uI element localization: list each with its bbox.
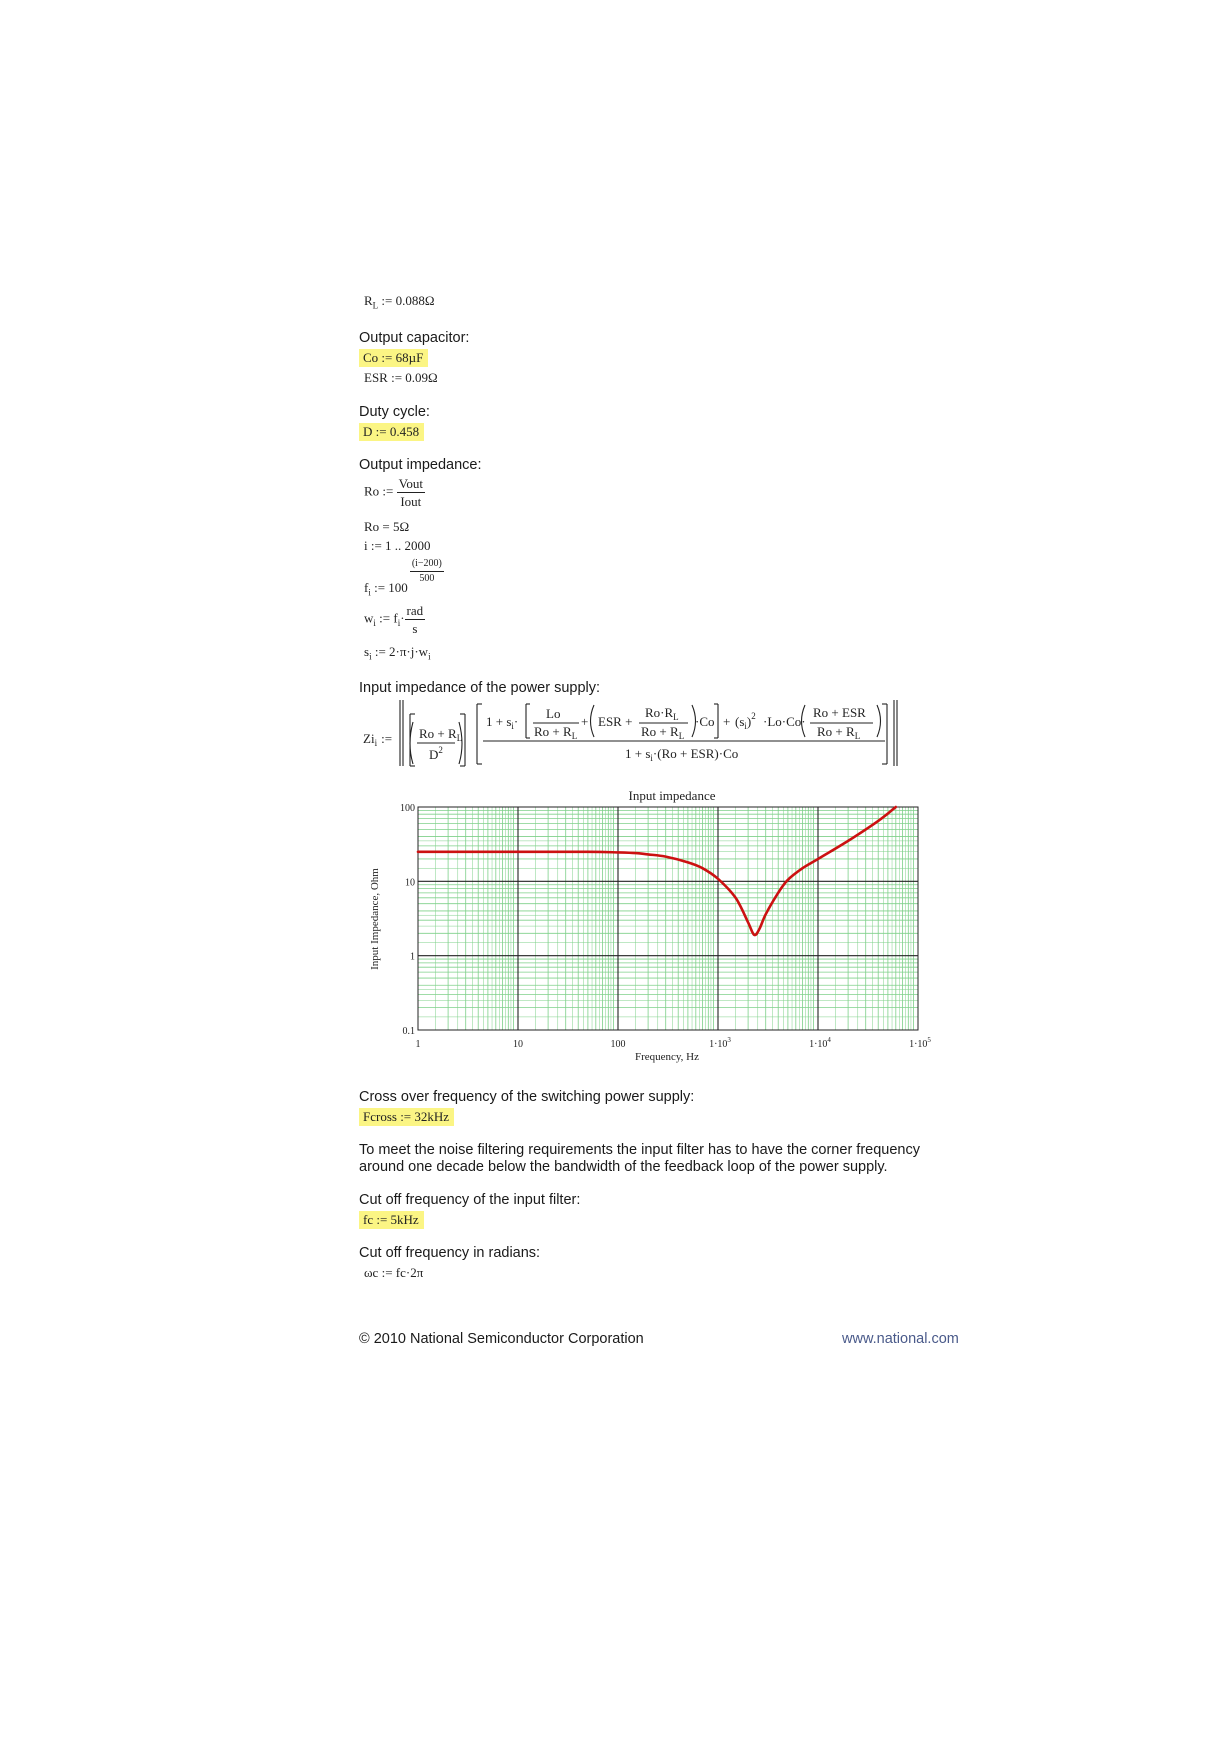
y-tick-label: 10	[405, 877, 415, 889]
output-impedance-heading: Output impedance:	[359, 457, 482, 473]
ro-formula: Ro := $\frac{\text{Vout}}{\text{Iout}}$	[364, 476, 423, 509]
x-tick-label: 100	[610, 1039, 626, 1050]
main-den: $1 + s_i\cdot(Ro + ESR)\cdot Co$	[625, 746, 739, 763]
input-impedance-formula	[355, 696, 915, 768]
lo-den: $Ro + R_L$	[534, 724, 578, 741]
i-range: i := 1 .. 2000	[364, 538, 431, 553]
rl-definition: $R_L$ := 0.088Ω	[364, 293, 435, 311]
duty-cycle-definition: D := 0.458	[359, 423, 424, 441]
chart-grid-minor	[418, 807, 918, 1030]
duty-cycle-heading: Duty cycle:	[359, 404, 430, 420]
input-impedance-chart	[360, 785, 940, 1070]
chart-plot-frame	[418, 807, 918, 1030]
plus-1: +	[581, 714, 589, 729]
s-squared: $(s_i)^2$	[735, 711, 756, 731]
y-tick-label: 100	[400, 803, 415, 814]
chart-y-axis-label: Input Impedance, Ohm	[369, 868, 381, 970]
roesr-den: $Ro + R_L$	[817, 724, 861, 741]
w-formula: $w_i$ := $f_i\cdot$ $\frac{\text{rad}}{s}$	[364, 603, 424, 636]
chart-title: Input impedance	[628, 788, 716, 803]
lo-num: Lo	[546, 706, 561, 721]
f-formula: $f_i$ := 100 $\frac{(i-200)}{500}$	[364, 558, 442, 598]
s-formula: $s_i$ := $2\cdot\pi\cdot j\cdot w_i$	[364, 644, 431, 662]
chart-x-ticks	[416, 1036, 932, 1050]
omega-c-definition: ωc := fc·2π	[364, 1265, 424, 1280]
footer-copyright: © 2010 National Semiconductor Corporation	[359, 1331, 644, 1347]
x-tick-label: 1	[415, 1039, 421, 1050]
plus-2: +	[723, 714, 731, 729]
chart-grid-major	[418, 807, 918, 1030]
p1-den: $D^2$	[429, 745, 443, 762]
cutoff-radians-heading: Cut off frequency in radians:	[359, 1245, 541, 1261]
z-lhs: $Zi_i$ :=	[363, 731, 393, 748]
chart-x-axis-label: Frequency, Hz	[634, 1051, 700, 1063]
cutoff-heading: Cut off frequency of the input filter:	[359, 1192, 581, 1208]
fcross-definition: Fcross := 32kHz	[359, 1108, 454, 1126]
esr-plus: ESR +	[598, 714, 633, 729]
ro-value: Ro = 5Ω	[364, 519, 410, 534]
chart-series-input-impedance	[418, 807, 896, 935]
y-tick-label: 1	[410, 951, 415, 963]
p1-num: $Ro + R_L$	[419, 726, 463, 743]
fc-definition: fc := 5kHz	[359, 1211, 424, 1229]
input-impedance-heading: Input impedance of the power supply:	[359, 680, 601, 696]
dot-co: ·Co	[695, 714, 715, 729]
x-tick-label: 10	[513, 1039, 523, 1050]
x-tick-label: $1\cdot 10^3$	[709, 1036, 731, 1050]
x-tick-label: $1\cdot 10^5$	[909, 1036, 931, 1050]
chart-y-ticks	[400, 803, 415, 1037]
lo-co: ·Lo·Co·	[763, 714, 806, 729]
x-tick-label: $1\cdot 10^4$	[809, 1036, 831, 1050]
co-definition: Co := 68µF	[359, 349, 428, 367]
noise-filter-paragraph: To meet the noise filtering requirements the input filter has to have the corner frequency around one decade below the bandwidth of the feedback loop of the power supply.	[359, 1142, 920, 1175]
rorl-num: $Ro\cdot R_L$	[645, 705, 679, 722]
rorl-den: $Ro + R_L$	[641, 724, 685, 741]
roesr-num: Ro + ESR	[813, 705, 866, 720]
footer-url-link[interactable]: www.national.com	[842, 1331, 959, 1347]
esr-definition: ESR := 0.09Ω	[364, 370, 438, 385]
crossover-heading: Cross over frequency of the switching power supply:	[359, 1089, 695, 1105]
one-plus-s: $1 + s_i\cdot$	[486, 714, 519, 731]
output-capacitor-heading: Output capacitor:	[359, 330, 470, 346]
y-tick-label: 0.1	[402, 1026, 415, 1037]
